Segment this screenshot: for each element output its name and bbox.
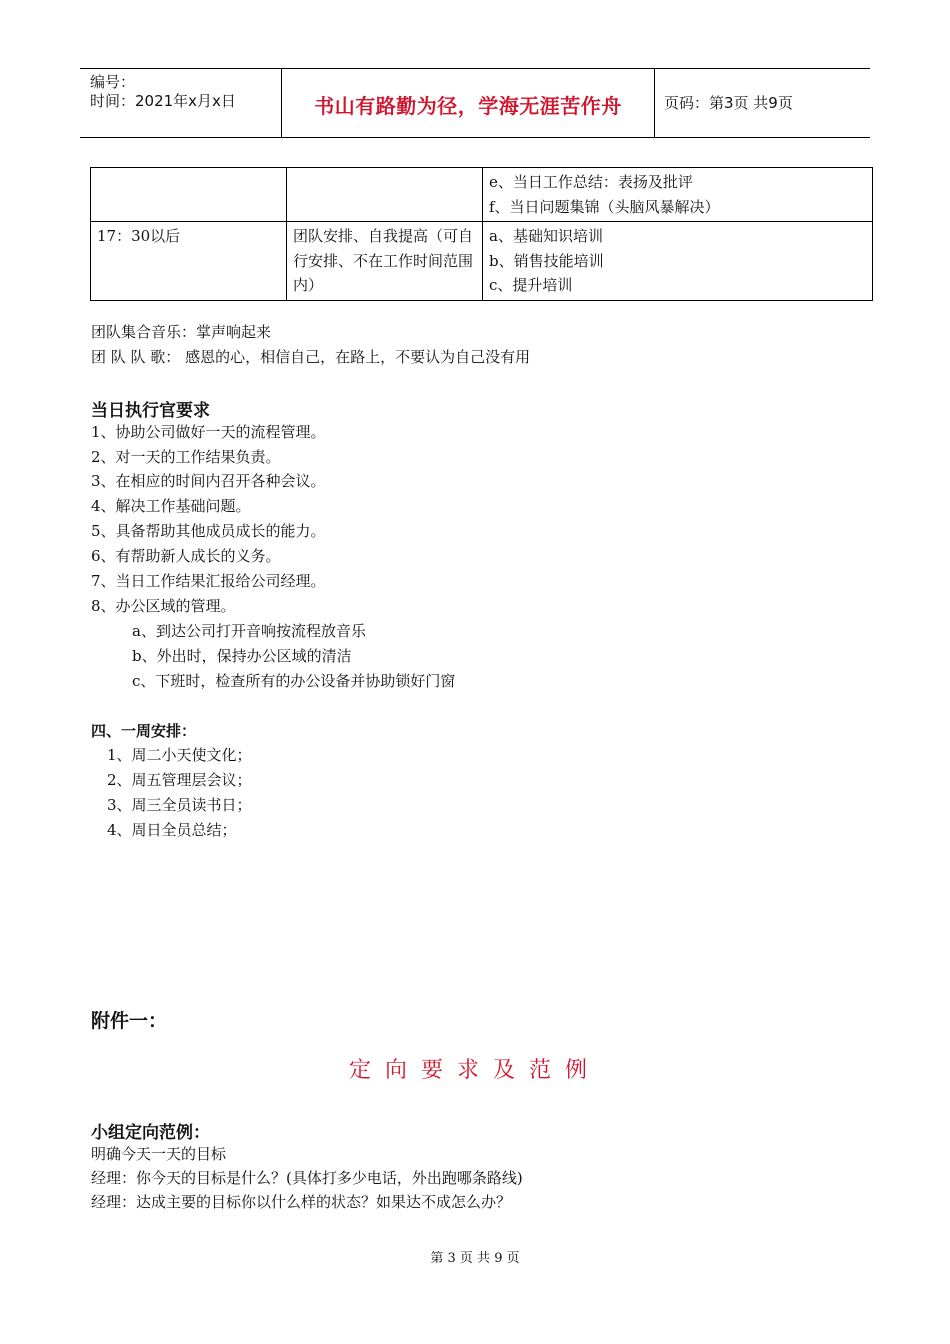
detail-line: e、当日工作总结：表扬及批评	[489, 173, 693, 191]
list-item: 1、协助公司做好一天的流程管理。	[91, 423, 326, 441]
page-info: 页码：第3页 共9页	[664, 94, 793, 112]
list-item: 2、对一天的工作结果负责。	[91, 448, 281, 466]
sub-list-item: a、到达公司打开音响按流程放音乐	[132, 622, 366, 640]
detail-line: a、基础知识培训	[489, 227, 603, 245]
list-item: 8、办公区域的管理。	[91, 597, 236, 615]
table-row	[91, 168, 873, 222]
team-songs: 团 队 队 歌： 感恩的心，相信自己，在路上，不要认为自己没有用	[91, 348, 531, 366]
list-item: 3、在相应的时间内召开各种会议。	[91, 472, 326, 490]
time-cell: 17：30以后	[91, 222, 287, 301]
list-item: 5、具备帮助其他成员成长的能力。	[91, 522, 326, 540]
detail-line: b、销售技能培训	[489, 251, 604, 270]
appendix-line: 经理：达成主要的目标你以什么样的状态？如果达不成怎么办？	[91, 1193, 512, 1211]
schedule-table	[90, 167, 873, 301]
header-divider	[654, 69, 655, 137]
date-label: 时间：2021年x月x日	[90, 92, 236, 110]
appendix-line: 经理：你今天的目标是什么？(具体打多少电话，外出跑哪条路线)	[91, 1169, 523, 1187]
list-item: 4、周日全员总结；	[107, 821, 237, 839]
detail-line: c、提升培训	[489, 276, 573, 294]
sub-list-item: b、外出时，保持办公区域的清洁	[132, 647, 352, 665]
appendix-line: 明确今天一天的目标	[91, 1145, 227, 1163]
list-item: 2、周五管理层会议；	[107, 771, 252, 789]
activity-cell	[287, 168, 483, 222]
appendix-title: 定向要求及范例	[348, 1058, 601, 1083]
list-item: 1、周二小天使文化；	[107, 746, 252, 764]
appendix-heading: 附件一：	[91, 1010, 168, 1032]
detail-line: f、当日问题集锦（头脑风暴解决）	[489, 197, 720, 216]
list-item: 3、周三全员读书日；	[107, 796, 252, 814]
details-cell	[483, 222, 873, 301]
table-row	[91, 222, 873, 301]
sub-list-item: c、下班时，检查所有的办公设备并协助锁好门窗	[132, 672, 456, 690]
serial-label: 编号：	[90, 73, 136, 91]
header-motto: 书山有路勤为径，学海无涯苦作舟	[314, 94, 622, 118]
list-item: 6、有帮助新人成长的义务。	[91, 547, 281, 565]
page-footer: 第 3 页 共 9 页	[430, 1251, 520, 1266]
executive-heading: 当日执行官要求	[91, 401, 210, 421]
activity-cell: 团队安排、自我提高（可自行安排、不在工作时间范围内）	[287, 222, 483, 301]
appendix-subheading: 小组定向范例：	[91, 1123, 210, 1143]
list-item: 7、当日工作结果汇报给公司经理。	[91, 572, 326, 590]
details-cell	[483, 168, 873, 222]
list-item: 4、解决工作基础问题。	[91, 497, 251, 515]
time-cell	[91, 168, 287, 222]
weekly-heading: 四、一周安排：	[91, 722, 197, 740]
team-music: 团队集合音乐：掌声响起来	[91, 323, 272, 341]
